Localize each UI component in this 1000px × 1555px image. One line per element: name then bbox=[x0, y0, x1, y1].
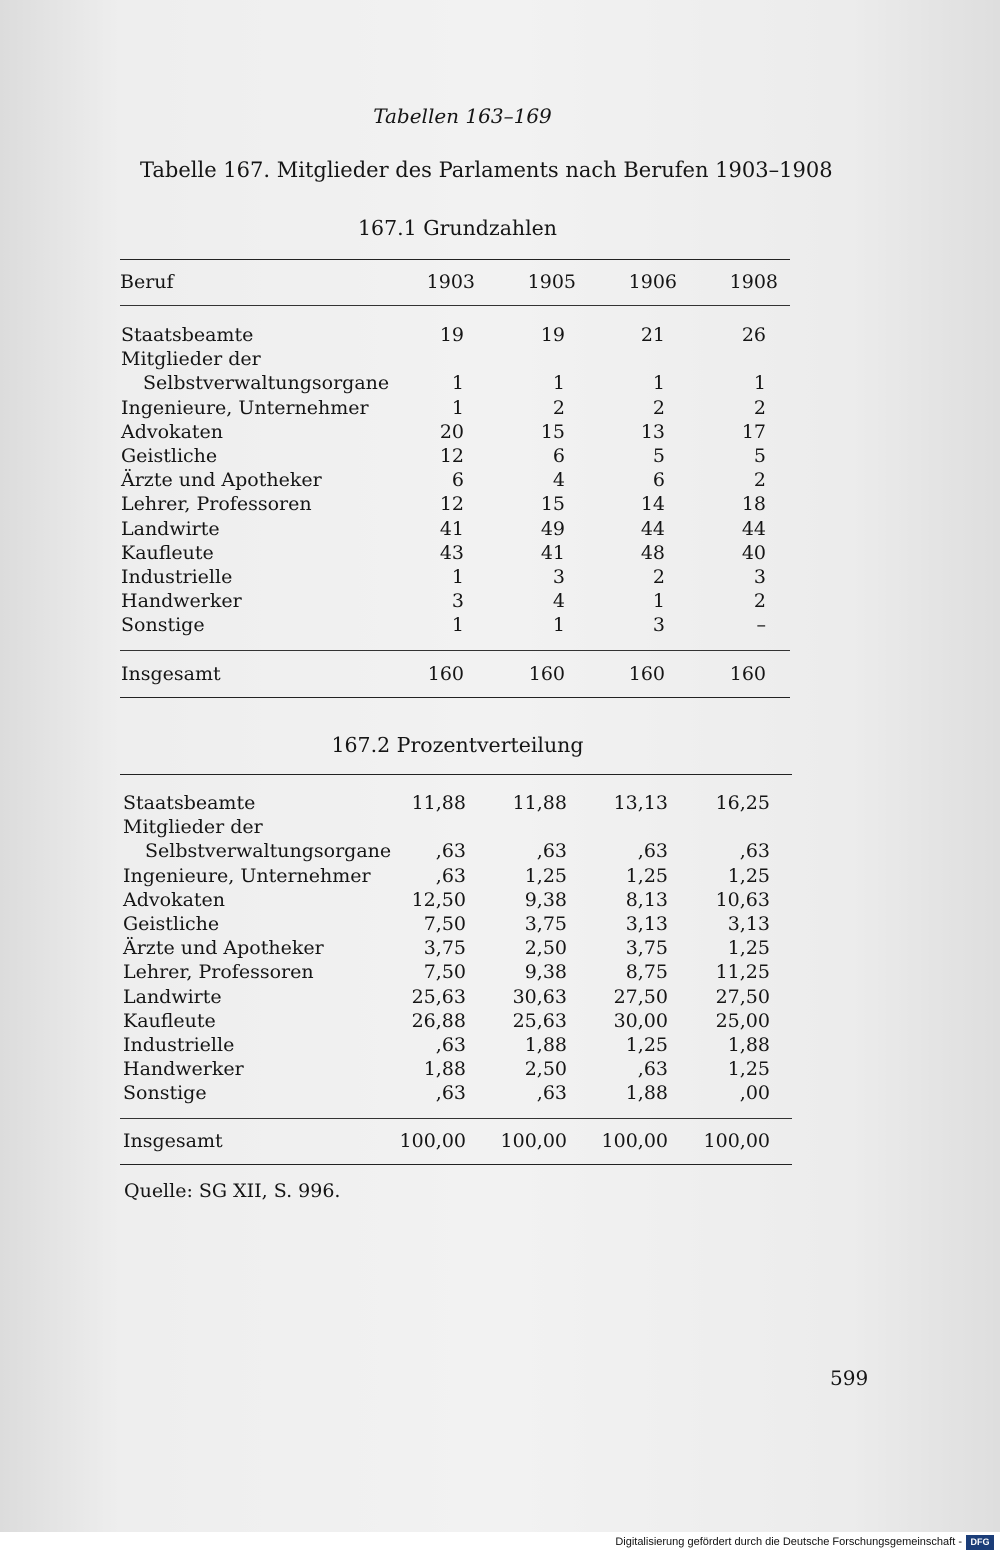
table-cell: 1 bbox=[552, 372, 565, 395]
table-cell: 2,50 bbox=[524, 1058, 567, 1081]
table-cell: 41 bbox=[540, 541, 565, 564]
dfg-logo-icon: DFG bbox=[966, 1535, 994, 1550]
row-label: Advokaten bbox=[121, 420, 224, 443]
table-title: Tabelle 167. Mitglieder des Parlaments nach Berufen 1903–1908 bbox=[140, 158, 833, 182]
table-cell: 3 bbox=[451, 590, 464, 613]
row-label: Ärzte und Apotheker bbox=[121, 469, 322, 492]
table-cell: 6 bbox=[552, 445, 565, 467]
row-label: Handwerker bbox=[123, 1058, 244, 1081]
running-head: Tabellen 163–169 bbox=[373, 104, 552, 128]
table1-total-rule bbox=[120, 650, 790, 651]
table-cell: 3 bbox=[552, 566, 565, 588]
table-cell: 1,25 bbox=[625, 1034, 668, 1056]
table-cell: 26,88 bbox=[411, 1009, 466, 1032]
column-header-year: 1908 bbox=[729, 271, 778, 293]
table-cell: 44 bbox=[741, 517, 766, 540]
table-cell: 13 bbox=[640, 420, 665, 443]
table-cell: 1,88 bbox=[423, 1058, 466, 1081]
table-cell: 15 bbox=[540, 420, 565, 443]
row-label: Advokaten bbox=[123, 888, 226, 911]
table-cell: 15 bbox=[540, 493, 565, 516]
table-cell: 17 bbox=[741, 420, 766, 443]
table-cell: 8,75 bbox=[625, 961, 668, 984]
table-cell: 3,13 bbox=[625, 913, 668, 935]
table-cell: 1 bbox=[652, 372, 665, 395]
table-cell: 16,25 bbox=[715, 792, 770, 814]
total-cell: 100,00 bbox=[601, 1130, 668, 1152]
table-cell: 1 bbox=[753, 372, 766, 395]
table-cell: 2 bbox=[753, 396, 766, 419]
table-cell: 1,88 bbox=[625, 1082, 668, 1105]
table-cell: 6 bbox=[451, 469, 464, 492]
row-label: Selbstverwaltungsorgane bbox=[143, 372, 390, 395]
table-cell: 48 bbox=[640, 541, 665, 564]
table-cell: 5 bbox=[753, 445, 766, 467]
row-label: Landwirte bbox=[121, 517, 220, 540]
table-cell: 25,63 bbox=[411, 985, 466, 1008]
table-cell: 3 bbox=[652, 614, 665, 637]
table-cell: 41 bbox=[439, 517, 464, 540]
table-cell: 13,13 bbox=[613, 792, 668, 814]
row-label: Mitglieder der bbox=[123, 816, 263, 839]
table-cell: 1,25 bbox=[625, 864, 668, 887]
source-note: Quelle: SG XII, S. 996. bbox=[124, 1180, 341, 1202]
table-cell: 4 bbox=[552, 469, 565, 492]
table-cell: ,63 bbox=[536, 1082, 567, 1105]
row-label: Staatsbeamte bbox=[123, 792, 256, 814]
table-cell: 2 bbox=[753, 590, 766, 613]
row-label: Selbstverwaltungsorgane bbox=[145, 840, 392, 863]
table-cell: 2,50 bbox=[524, 937, 567, 960]
table-cell: 27,50 bbox=[715, 985, 770, 1008]
table-cell: 27,50 bbox=[613, 985, 668, 1008]
table1-top-rule bbox=[120, 259, 790, 260]
table-cell: 12 bbox=[439, 493, 464, 516]
table-cell: 8,13 bbox=[625, 888, 668, 911]
table-cell: ,00 bbox=[739, 1082, 770, 1105]
row-label: Lehrer, Professoren bbox=[123, 961, 314, 984]
table-cell: 9,38 bbox=[524, 961, 567, 984]
table1-header-rule bbox=[120, 305, 790, 306]
table-cell: 11,88 bbox=[411, 792, 466, 814]
table-cell: 12,50 bbox=[411, 888, 466, 911]
table-cell: 11,25 bbox=[715, 961, 770, 984]
table-cell: 1,25 bbox=[727, 1058, 770, 1081]
row-label: Sonstige bbox=[123, 1082, 207, 1105]
footer-bar bbox=[0, 1532, 1000, 1555]
table-cell: 2 bbox=[652, 396, 665, 419]
table-cell: ,63 bbox=[637, 840, 668, 863]
total-cell: 100,00 bbox=[399, 1130, 466, 1152]
table-cell: 3,75 bbox=[524, 913, 567, 935]
table1-bottom-rule bbox=[120, 697, 790, 698]
table-cell: ,63 bbox=[536, 840, 567, 863]
table-cell: 3,75 bbox=[423, 937, 466, 960]
row-label: Mitglieder der bbox=[121, 348, 261, 371]
table-cell: ,63 bbox=[435, 1034, 466, 1056]
table-cell: 6 bbox=[652, 469, 665, 492]
row-label: Kaufleute bbox=[121, 541, 214, 564]
table-cell: 26 bbox=[741, 324, 766, 346]
table-cell: 1 bbox=[451, 566, 464, 588]
table-cell: 1 bbox=[552, 614, 565, 637]
row-label: Lehrer, Professoren bbox=[121, 493, 312, 516]
row-label: Kaufleute bbox=[123, 1009, 216, 1032]
table-cell: 20 bbox=[439, 420, 464, 443]
table-cell: 1 bbox=[451, 614, 464, 637]
table-cell: 3 bbox=[753, 566, 766, 588]
table-cell: 1 bbox=[451, 396, 464, 419]
table-cell: 14 bbox=[640, 493, 665, 516]
total-cell: 160 bbox=[628, 663, 665, 685]
table-cell: 1,88 bbox=[727, 1034, 770, 1056]
row-label: Ingenieure, Unternehmer bbox=[123, 864, 371, 887]
table-cell: 18 bbox=[741, 493, 766, 516]
table-cell: 49 bbox=[540, 517, 565, 540]
table-cell: 5 bbox=[652, 445, 665, 467]
row-label: Handwerker bbox=[121, 590, 242, 613]
table2-total-rule bbox=[120, 1118, 792, 1119]
row-label: Landwirte bbox=[123, 985, 222, 1008]
row-label: Ingenieure, Unternehmer bbox=[121, 396, 369, 419]
table-cell: ,63 bbox=[637, 1058, 668, 1081]
table-cell: 40 bbox=[741, 541, 766, 564]
table-cell: 12 bbox=[439, 445, 464, 467]
total-cell: 160 bbox=[528, 663, 565, 685]
total-cell: 100,00 bbox=[703, 1130, 770, 1152]
column-header-year: 1905 bbox=[527, 271, 576, 293]
table-cell: ,63 bbox=[435, 864, 466, 887]
table-cell: ,63 bbox=[435, 1082, 466, 1105]
column-header-beruf: Beruf bbox=[120, 271, 174, 293]
row-label: Ärzte und Apotheker bbox=[123, 937, 324, 960]
table-cell: 30,63 bbox=[512, 985, 567, 1008]
table-cell: 19 bbox=[439, 324, 464, 346]
table-cell: 25,63 bbox=[512, 1009, 567, 1032]
total-label: Insgesamt bbox=[123, 1130, 223, 1152]
section-title-grundzahlen: 167.1 Grundzahlen bbox=[357, 216, 558, 240]
column-header-year: 1903 bbox=[426, 271, 475, 293]
table-cell: 4 bbox=[552, 590, 565, 613]
table-cell: 25,00 bbox=[715, 1009, 770, 1032]
table-cell: 1,25 bbox=[524, 864, 567, 887]
table-cell: ,63 bbox=[739, 840, 770, 863]
table-cell: 3,75 bbox=[625, 937, 668, 960]
table-cell: 30,00 bbox=[613, 1009, 668, 1032]
row-label: Geistliche bbox=[121, 445, 218, 467]
table-cell: 9,38 bbox=[524, 888, 567, 911]
table-cell: 19 bbox=[540, 324, 565, 346]
table-cell: 7,50 bbox=[423, 913, 466, 935]
table-cell: – bbox=[756, 614, 766, 637]
section-title-prozentverteilung: 167.2 Prozentverteilung bbox=[331, 733, 584, 757]
table-cell: ,63 bbox=[435, 840, 466, 863]
row-label: Industrielle bbox=[123, 1034, 235, 1056]
row-label: Industrielle bbox=[121, 566, 233, 588]
table-cell: 1,25 bbox=[727, 864, 770, 887]
table-cell: 43 bbox=[439, 541, 464, 564]
table-cell: 7,50 bbox=[423, 961, 466, 984]
table-cell: 1,88 bbox=[524, 1034, 567, 1056]
table-cell: 2 bbox=[652, 566, 665, 588]
page-number: 599 bbox=[830, 1366, 869, 1390]
column-header-year: 1906 bbox=[628, 271, 677, 293]
table-cell: 1 bbox=[451, 372, 464, 395]
row-label: Sonstige bbox=[121, 614, 205, 637]
table-cell: 3,13 bbox=[727, 913, 770, 935]
table-cell: 1 bbox=[652, 590, 665, 613]
total-label: Insgesamt bbox=[121, 663, 221, 685]
table-cell: 10,63 bbox=[715, 888, 770, 911]
row-label: Staatsbeamte bbox=[121, 324, 254, 346]
total-cell: 100,00 bbox=[500, 1130, 567, 1152]
table-cell: 2 bbox=[552, 396, 565, 419]
table-cell: 44 bbox=[640, 517, 665, 540]
total-cell: 160 bbox=[729, 663, 766, 685]
row-label: Geistliche bbox=[123, 913, 220, 935]
table-cell: 2 bbox=[753, 469, 766, 492]
table-cell: 21 bbox=[640, 324, 665, 346]
total-cell: 160 bbox=[427, 663, 464, 685]
table2-bottom-rule bbox=[120, 1164, 792, 1165]
table-cell: 11,88 bbox=[512, 792, 567, 814]
table-cell: 1,25 bbox=[727, 937, 770, 960]
table2-top-rule bbox=[120, 774, 792, 775]
footer-credit-text: Digitalisierung gefördert durch die Deutsche Forschungsgemeinschaft - bbox=[615, 1536, 962, 1548]
